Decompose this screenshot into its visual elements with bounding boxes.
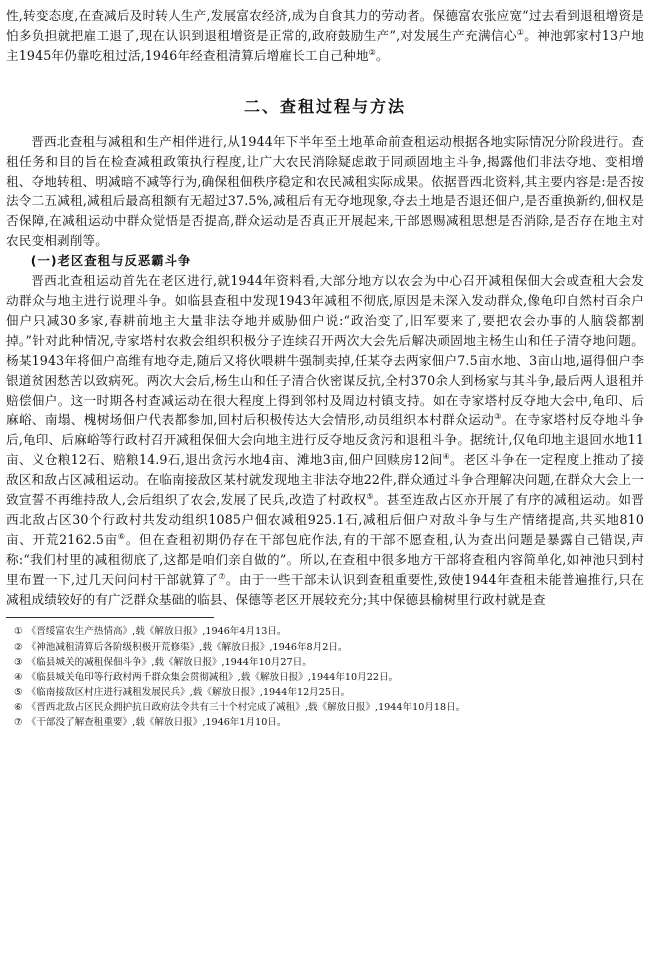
footnote-ref-4[interactable]: ④: [442, 452, 451, 462]
text-segment-6: 。由于一些干部未认识到查租重要性,致使1944年查租未能普遍推行,只在减租成绩较好的有广泛群众基础的临县、保德等老区开展较充分;其中保德县榆树里行政村就是查: [6, 571, 644, 607]
footnote-item: [6, 685, 644, 700]
footnote-mark: ②: [14, 641, 23, 653]
footnote-ref-6[interactable]: ⑥: [117, 531, 126, 541]
footnote-item: [6, 700, 644, 715]
footnote-mark: ④: [14, 671, 23, 683]
paragraph-old-area: [6, 271, 644, 609]
footnote-mark: ⑤: [14, 686, 23, 698]
footnote-text: 《临县城关的减租保佃斗争》,载《解放日报》,1944年10月27日。: [26, 656, 312, 668]
footnote-text: 《干部没了解查租重要》,载《解放日报》,1946年1月10日。: [26, 717, 287, 729]
text-segment-3: 。老区斗争在一定程度上推动了接敌区和敌占区减租运动。在临南接敌区某村就发现地主非法夺地22件,群众通过斗争合理解决问题,在群众大会上一致宣誓不再维持敌人,会后组织了农会,发展了民兵,改造了村政权: [6, 452, 645, 508]
text-segment-2: 。在寺家塔村反夺地斗争后,龟印、后麻峪等行政村召开减租保佃大会向地主进行反夺地反贪污和退租斗争。据统计,仅龟印地主退回水地11亩、义仓粮12石、赔粮14.9石,退出贪污水地4亩、滩地3亩,佃户回赎房12间: [6, 412, 645, 468]
footnote-mark: ⑥: [14, 701, 23, 713]
footnote-ref-7[interactable]: ⑦: [218, 571, 226, 581]
footnote-mark: ①: [14, 626, 23, 638]
footnote-ref-3[interactable]: ③: [494, 412, 502, 422]
intro-paragraph: [6, 6, 644, 66]
footnote-item: [6, 715, 644, 730]
footnote-text: 《神池减租清算后各阶级积极开荒修渠》,载《解放日报》,1946年8月2日。: [26, 641, 348, 653]
intro-text-b: 。神池郭家村13户地主1945年仍靠吃租过活,1946年经查租清算后增雇长工自己种地: [6, 27, 645, 63]
text-segment-1: 晋西北查租运动首先在老区进行,就1944年资料看,大部分地方以农会为中心召开减租保佃大会或查租大会发动群众与地主进行说理斗争。如临县查租中发现1943年减租不彻底,原因是未深入发动群众,像龟印自然村百余户佃户只减30多家,春耕前地主大量非法夺地并威胁佃户说:“政治变了,旧军要来了,要把农会办事的人脑袋都割掉。”针对此种情况,寺家塔村农救会组织积极分子连续召开两次大会先后解决顽固地主杨生山和任子清夺地问题。杨某1943年将佃户高维有地夺走,随后又将伙喂耕牛强制卖掉,任某夺去两家佃户7.5亩水地、3亩山地,逼得佃户李银道贫困愁苦以致病死。两次大会后,杨生山和任子清合伙密谋反抗,全村370余人到杨家与其斗争,最后两人退租并赔偿佃户。这一时期各村查减运动在很大程度上得到邻村及周边村镇支持。如在寺家塔村反夺地大会中,龟印、后麻峪、南塌、槐树场佃户代表都参加,回村后积极传达大会情形,动员组织本村群众运动: [6, 273, 644, 428]
footnote-divider: [6, 617, 214, 618]
footnote-item: [6, 655, 644, 670]
footnote-item: [6, 624, 644, 639]
intro-text-c: 。: [375, 47, 389, 63]
footnote-mark: ⑦: [14, 717, 23, 729]
section-title: 二、查租过程与方法: [243, 96, 406, 116]
footnote-item: [6, 640, 644, 655]
footnote-text: 《晋西北敌占区民众拥护抗日政府法令共有三十个村完成了减租》,载《解放日报》,1944年10月18日。: [26, 701, 466, 713]
footnote-mark: ③: [14, 656, 23, 668]
footnote-text: 《临南接敌区村庄进行减租发展民兵》,载《解放日报》,1944年12月25日。: [26, 686, 351, 698]
paragraph-overview: 晋西北查租与减租和生产相伴进行,从1944年下半年至土地革命前查租运动根据各地实际情况分阶段进行。查租任务和目的旨在检查减租政策执行程度,让广大农民消除疑虑敢于同顽固地主斗争,揭露他们非法夺地、变相增租、夺地转租、明减暗不减等行为,确保租佃秩序稳定和农民减租实际成果。依据晋西北资料,其主要内容是:是否按法令二五减租,减租后最高租额有无超过37.5%,减租后有无夺地现象,夺去土地是否退还佃户,是否重换新约,佃权是否保障,在减租运动中群众觉悟是否提高,群众运动是否真正开展起来,干部恩赐减租思想是否消除,是否存在地主对农民变相剥削等。: [6, 133, 644, 249]
footnote-ref-1[interactable]: ①: [516, 27, 525, 37]
text-segment-5: 。但在查租初期仍存在干部包庇作法,有的干部不愿查租,认为查出问题是暴露自己错误,声称:“我们村里的减租彻底了,这都是咱们亲自做的”。所以,在查租中很多地方干部将查租内容简单化,如神池只到村里布置一下,过几天问问村干部就算了: [6, 531, 644, 587]
footnote-list: [6, 624, 644, 730]
intro-text-a: 性,转变态度,在查减后及时转人生产,发展富农经济,成为自食其力的劳动者。保德富农张应宽“过去看到退租增资是怕多负担就把雇工退了,现在认识到退租增资是正常的,政府鼓励生产”,对发展生产充满信心: [6, 8, 644, 43]
footnote-ref-5[interactable]: ⑤: [366, 491, 374, 501]
footnote-text: 《晋绥富农生产热情高》,载《解放日报》,1946年4月13日。: [26, 626, 287, 638]
text-segment-4: 。甚至连敌占区亦开展了有序的减租运动。如晋西北敌占区30个行政村共发动组织1085户佃农减租925.1石,减租后佃户对敌斗争与生产情绪提高,共买地810亩、开荒2162.5亩: [6, 492, 644, 547]
subsection-title: (一)老区查租与反恶霸斗争: [30, 253, 192, 269]
footnote-item: [6, 670, 644, 685]
footnote-ref-2[interactable]: ②: [368, 47, 376, 57]
footnote-text: 《临县城关龟印等行政村两千群众集会贯彻减租》,载《解放日报》,1944年10月22日。: [26, 671, 399, 683]
